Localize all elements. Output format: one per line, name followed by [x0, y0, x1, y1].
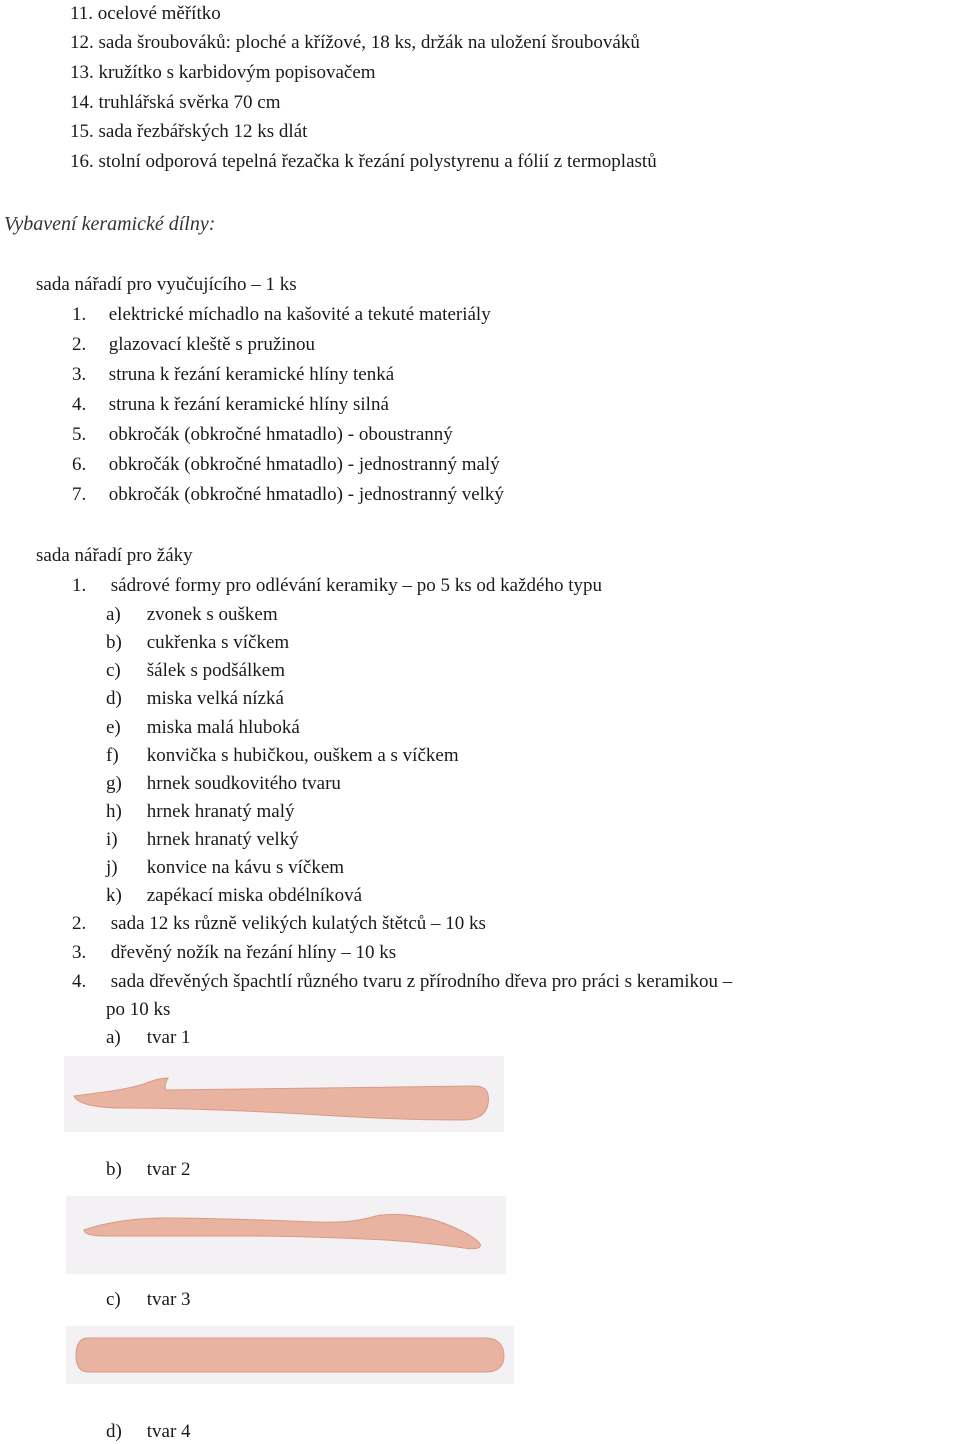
sub-item-text: miska velká nízká — [146, 688, 284, 709]
item-number: 15. — [70, 121, 94, 142]
shape-label — [106, 1158, 191, 1182]
sub-list-item — [106, 716, 300, 740]
teacher-set-title: sada nářadí pro vyučujícího – 1 ks — [36, 274, 297, 295]
sub-item-text: miska malá hluboká — [146, 717, 300, 738]
sub-list-item — [106, 631, 289, 655]
list-item — [72, 941, 396, 965]
item-number: 1. — [72, 304, 87, 325]
item-text: obkročák (obkročné hmatadlo) - jednostranný velký — [108, 484, 504, 505]
shape-letter: a) — [106, 1027, 121, 1048]
sub-list-item — [106, 687, 284, 711]
item-text: obkročák (obkročné hmatadlo) - oboustranný — [108, 424, 453, 445]
item-text: dřevěný nožík na řezání hlíny – 10 ks — [110, 942, 397, 963]
sub-list-item — [106, 772, 341, 796]
list-item — [70, 61, 376, 85]
sub-item-label: c) — [106, 660, 121, 681]
item-text: sada dřevěných špachtlí různého tvaru z přírodního dřeva pro práci s keramikou – — [110, 971, 733, 992]
item-number: 14. — [70, 92, 94, 113]
list-item — [72, 423, 453, 447]
item-text: struna k řezání keramické hlíny silná — [108, 394, 389, 415]
sub-item-label: k) — [106, 885, 122, 906]
sub-item-text: konvice na kávu s víčkem — [146, 857, 345, 878]
item-number: 12. — [70, 32, 94, 53]
sub-list-item — [106, 884, 362, 908]
item-number: 7. — [72, 484, 87, 505]
shape-label — [106, 1288, 191, 1312]
spatula-photo-1 — [64, 1056, 504, 1132]
sub-item-text: cukřenka s víčkem — [146, 632, 290, 653]
shape-letter: d) — [106, 1421, 122, 1442]
list-item — [70, 150, 657, 174]
sub-item-text: konvička s hubičkou, ouškem a s víčkem — [146, 745, 459, 766]
list-item — [70, 120, 307, 144]
item-text: elektrické míchadlo na kašovité a tekuté materiály — [108, 304, 491, 325]
sub-item-text: šálek s podšálkem — [146, 660, 286, 681]
spatula-photo-3 — [66, 1326, 514, 1384]
item-text: sada řezbářských 12 ks dlát — [98, 121, 308, 142]
item-text: sada 12 ks různě velikých kulatých štětců – 10 ks — [110, 913, 486, 934]
item-number: 11. — [70, 3, 94, 24]
list-item — [72, 970, 732, 994]
item-number: 1. — [72, 575, 87, 596]
shape-letter: c) — [106, 1289, 121, 1310]
sub-item-label: b) — [106, 632, 122, 653]
sub-item-label: j) — [106, 857, 118, 878]
spatula-photo-2 — [66, 1196, 506, 1274]
sub-list-item — [106, 800, 294, 824]
sub-item-label: g) — [106, 773, 122, 794]
list-item — [72, 363, 394, 387]
section-heading: Vybavení keramické dílny: — [4, 213, 216, 235]
sub-list-item — [106, 856, 344, 880]
shape-name: tvar 4 — [146, 1421, 191, 1442]
list-item — [72, 453, 500, 477]
sub-item-label: d) — [106, 688, 122, 709]
item-number: 2. — [72, 913, 87, 934]
item-text: sádrové formy pro odlévání keramiky – po 5 ks od každého typu — [110, 575, 602, 596]
shape-label — [106, 1026, 191, 1050]
sub-item-text: hrnek hranatý velký — [146, 829, 299, 850]
item-number: 3. — [72, 364, 87, 385]
item-number: 5. — [72, 424, 87, 445]
list-item — [72, 483, 504, 507]
item-number: 4. — [72, 971, 87, 992]
item-number: 13. — [70, 62, 94, 83]
list-item-continuation: po 10 ks — [106, 999, 171, 1020]
spatula-shape-1 — [64, 1056, 504, 1132]
item-text: ocelové měřítko — [97, 3, 221, 24]
shape-letter: b) — [106, 1159, 122, 1180]
shape-name: tvar 1 — [146, 1027, 191, 1048]
sub-item-label: a) — [106, 604, 121, 625]
list-item — [72, 333, 315, 357]
sub-item-text: hrnek hranatý malý — [146, 801, 295, 822]
sub-list-item — [106, 828, 299, 852]
sub-list-item — [106, 603, 278, 627]
sub-item-text: zapékací miska obdélníková — [146, 885, 363, 906]
sub-item-label: e) — [106, 717, 121, 738]
item-text: glazovací kleště s pružinou — [108, 334, 316, 355]
sub-item-text: hrnek soudkovitého tvaru — [146, 773, 341, 794]
item-number: 3. — [72, 942, 87, 963]
list-item — [72, 574, 602, 598]
item-number: 16. — [70, 151, 94, 172]
list-item — [70, 2, 221, 26]
sub-item-label: i) — [106, 829, 118, 850]
spatula-shape-2 — [66, 1196, 506, 1274]
item-number: 6. — [72, 454, 87, 475]
shape-label — [106, 1420, 191, 1444]
item-number: 2. — [72, 334, 87, 355]
item-text: kružítko s karbidovým popisovačem — [98, 62, 376, 83]
list-item — [70, 31, 640, 55]
item-text: struna k řezání keramické hlíny tenká — [108, 364, 395, 385]
student-set-title: sada nářadí pro žáky — [36, 545, 193, 566]
item-text: truhlářská svěrka 70 cm — [98, 92, 281, 113]
sub-item-label: h) — [106, 801, 122, 822]
shape-name: tvar 2 — [146, 1159, 191, 1180]
item-text: stolní odporová tepelná řezačka k řezání polystyrenu a fólií z termoplastů — [98, 151, 657, 172]
spatula-shape-3 — [66, 1326, 514, 1384]
item-number: 4. — [72, 394, 87, 415]
list-item — [72, 393, 389, 417]
list-item — [70, 91, 281, 115]
sub-list-item — [106, 659, 285, 683]
list-item — [72, 912, 486, 936]
sub-item-label: f) — [106, 745, 119, 766]
sub-item-text: zvonek s ouškem — [146, 604, 278, 625]
item-text: sada šroubováků: ploché a křížové, 18 ks, držák na uložení šroubováků — [98, 32, 640, 53]
list-item — [72, 303, 491, 327]
shape-name: tvar 3 — [146, 1289, 191, 1310]
sub-list-item — [106, 744, 459, 768]
item-text: obkročák (obkročné hmatadlo) - jednostranný malý — [108, 454, 500, 475]
